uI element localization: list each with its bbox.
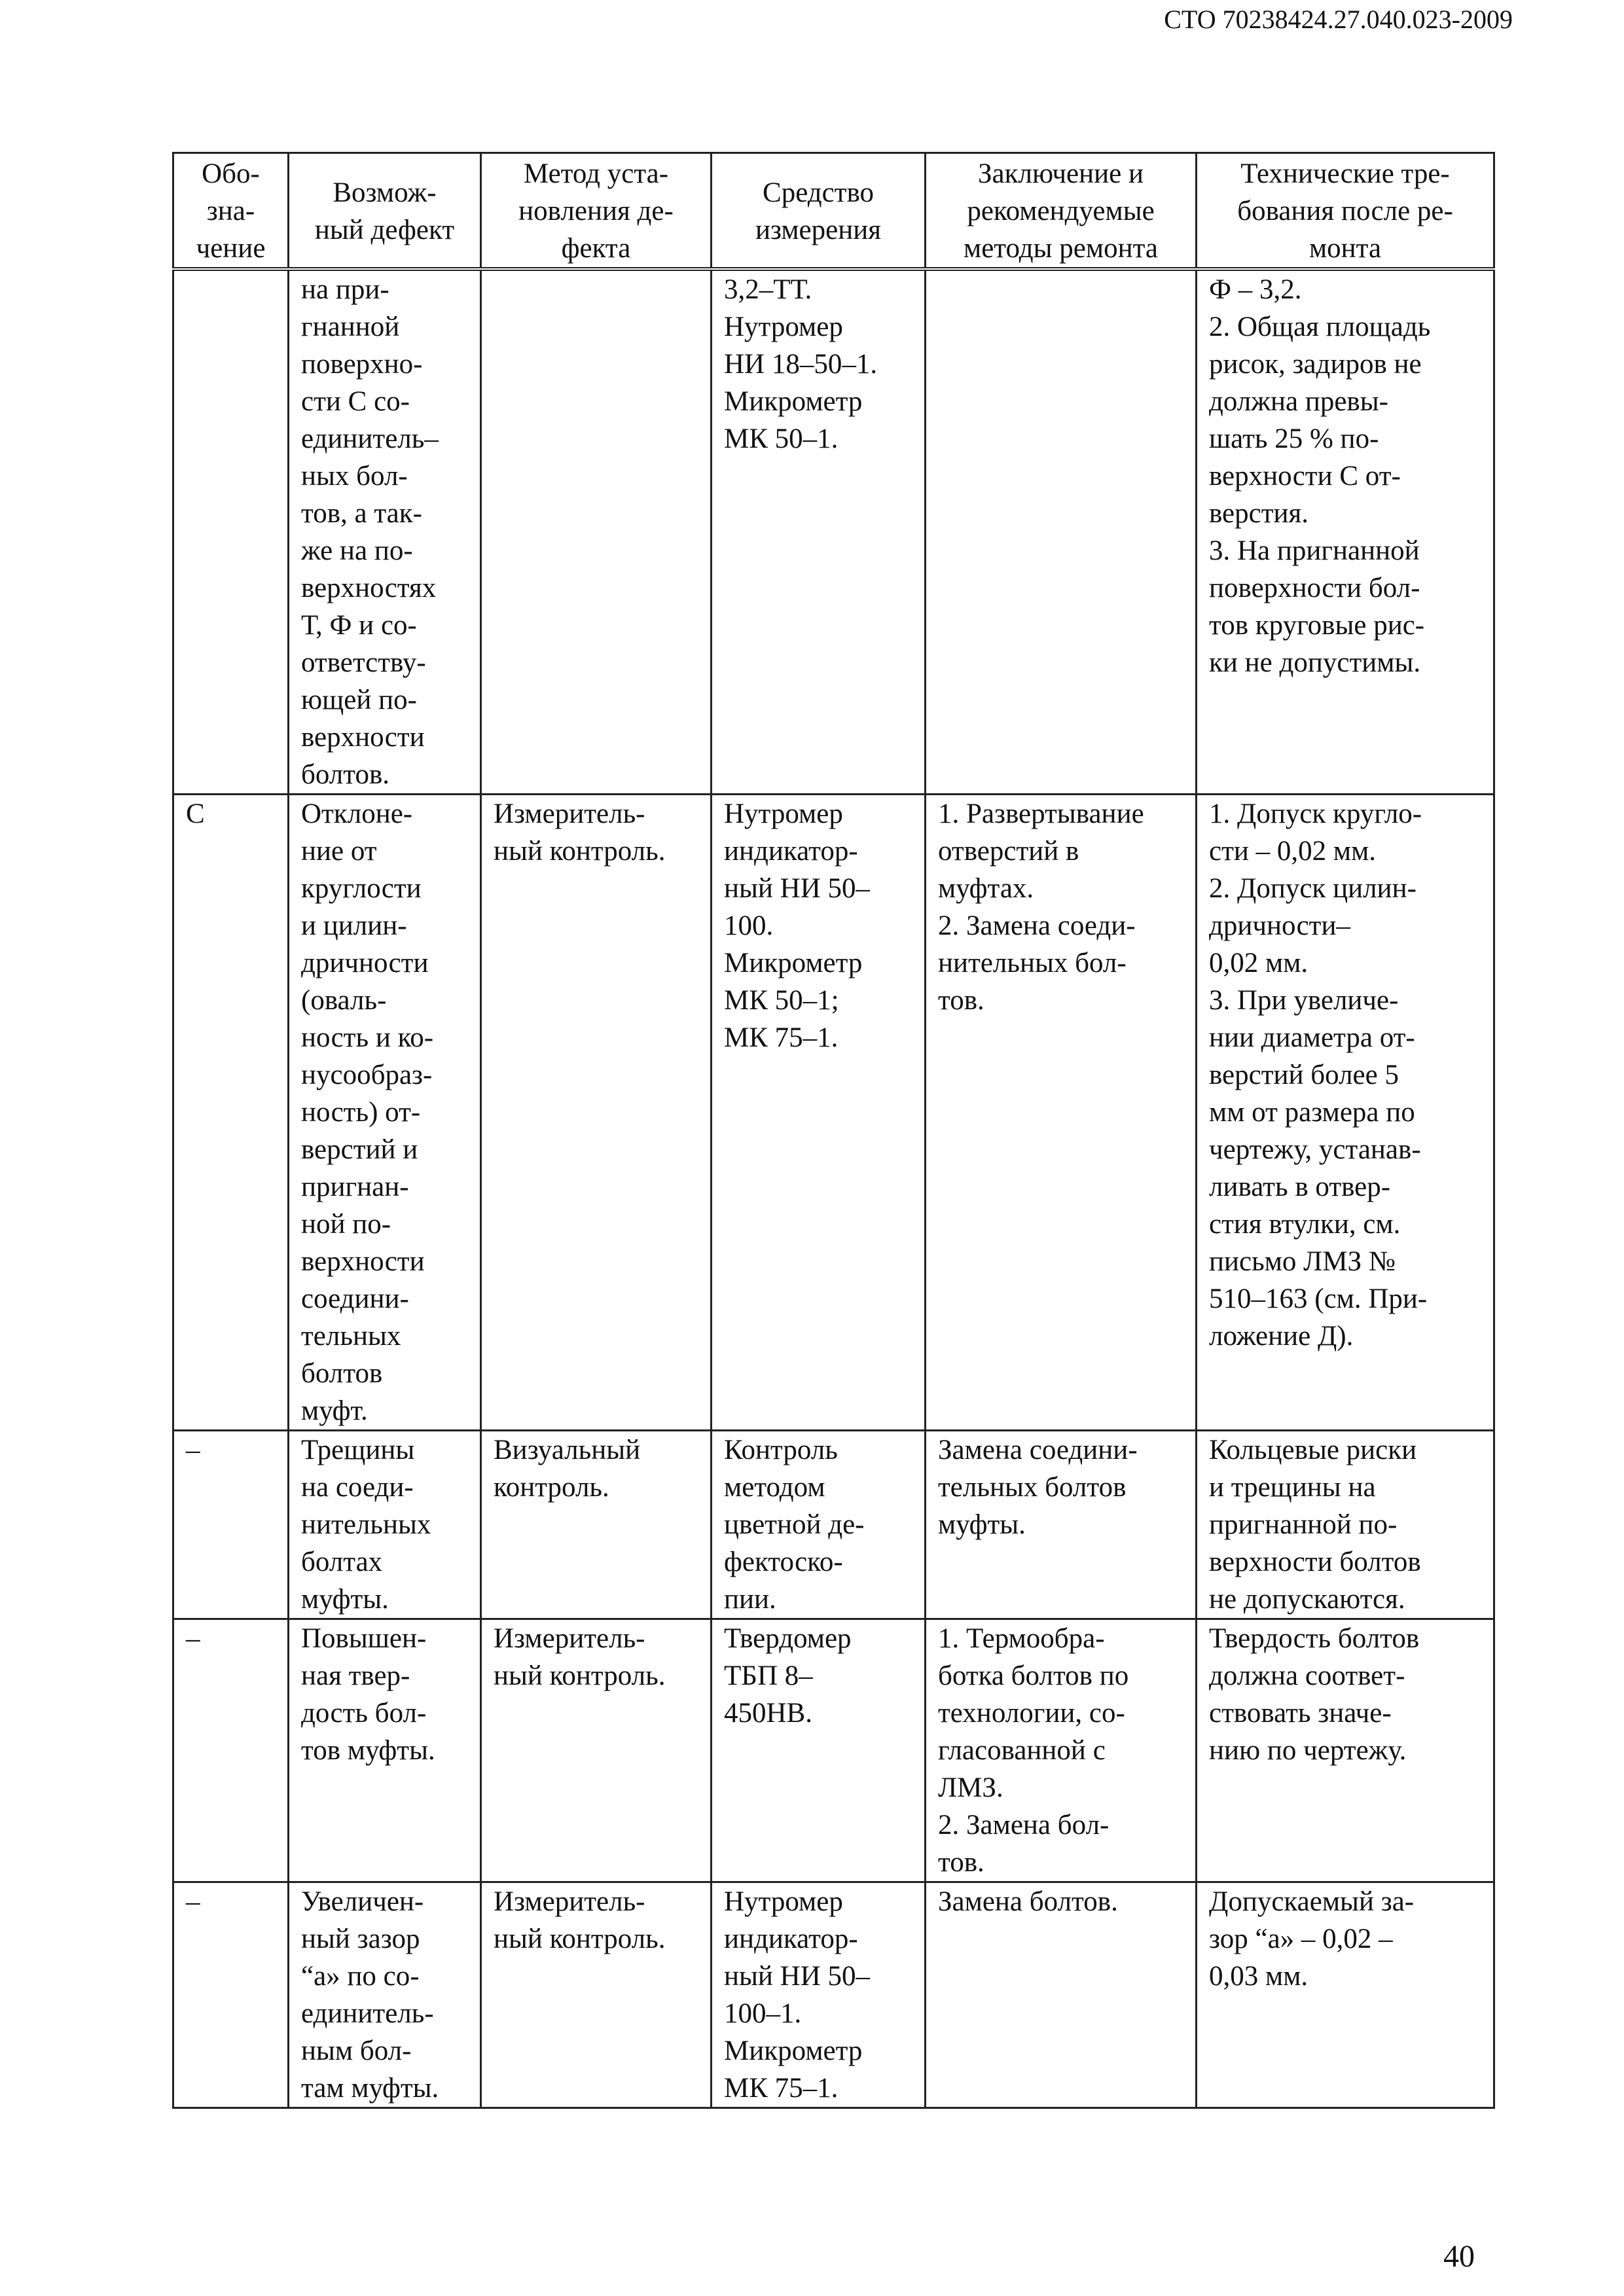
cell-text-line: гнанной (301, 312, 400, 342)
cell-instrument (712, 1431, 926, 1619)
cell-text-line: Нутромер (724, 798, 843, 829)
cell-text-line: 2. Общая площадь (1209, 312, 1431, 342)
cell-text-line: ный НИ 50– (724, 873, 871, 904)
cell-defect (289, 1431, 481, 1619)
cell-method (481, 1882, 712, 2108)
cell-text-line: Контроль (724, 1435, 838, 1465)
cell-defect (289, 795, 481, 1431)
cell-requirements (1197, 1431, 1494, 1619)
cell-text-line: 1. Термообра- (938, 1623, 1105, 1654)
cell-text-line: фектоско- (724, 1547, 843, 1577)
cell-text-line: ных бол- (301, 461, 408, 492)
cell-text-line: тов. (938, 985, 984, 1016)
cell-text-line: (оваль- (301, 985, 387, 1016)
cell-text-line: гласованной с (938, 1735, 1106, 1766)
cell-text-line: нии диаметра от- (1209, 1022, 1415, 1053)
cell-text-line: ный НИ 50– (724, 1961, 871, 1992)
cell-text-line: ный контроль. (494, 1660, 666, 1691)
cell-text-line: верхности С от- (1209, 461, 1401, 492)
cell-text-line: ной по- (301, 1209, 391, 1240)
cell-text-line: ливать в отвер- (1209, 1172, 1391, 1202)
cell-text-line: Средство (763, 177, 874, 208)
cell-method (481, 795, 712, 1431)
cell-text-line: пии. (724, 1584, 776, 1615)
cell-text-line: чение (196, 233, 266, 264)
cell-text-line: Замена соедини- (938, 1435, 1138, 1465)
cell-text-line: бования после ре- (1237, 196, 1453, 226)
header-designation (173, 153, 289, 270)
header-requirements (1197, 153, 1494, 270)
cell-text-line: – (186, 1886, 200, 1917)
cell-text-line: ющей по- (301, 685, 417, 715)
cell-text-line: дричности– (1209, 910, 1350, 941)
cell-defect (289, 269, 481, 795)
cell-text-line: Нутромер (724, 312, 843, 342)
cell-text-line: Микрометр (724, 948, 863, 978)
cell-text-line: ТБП 8– (724, 1660, 813, 1691)
cell-text-line: ЛМЗ. (938, 1772, 1003, 1803)
cell-text-line: чертежу, устанав- (1209, 1134, 1421, 1165)
cell-text-line: соедини- (301, 1283, 409, 1314)
cell-text-line: Возмож- (333, 177, 437, 208)
table-row (173, 795, 1494, 1431)
cell-text-line: пригнан- (301, 1172, 409, 1202)
cell-text-line: НИ 18–50–1. (724, 349, 878, 380)
cell-defect (289, 1619, 481, 1882)
header-method (481, 153, 712, 270)
cell-text-line: тов, а так- (301, 498, 422, 529)
table-row (173, 1431, 1494, 1619)
cell-text-line: монта (1308, 233, 1382, 264)
cell-designation (173, 1431, 289, 1619)
cell-text-line: на соеди- (301, 1472, 414, 1503)
cell-text-line: 450НВ. (724, 1698, 812, 1729)
cell-instrument (712, 1619, 926, 1882)
cell-text-line: ный контроль. (494, 836, 666, 867)
document-code: СТО 70238424.27.040.023-2009 (1164, 5, 1513, 34)
cell-instrument (712, 795, 926, 1431)
cell-text-line: верхности (301, 722, 425, 753)
cell-text-line: сти С со- (301, 386, 410, 417)
cell-text-line: 3,2–ТТ. (724, 274, 812, 305)
cell-text-line: муфты. (938, 1509, 1026, 1540)
cell-text-line: индикатор- (724, 1924, 858, 1954)
cell-text-line: Визуальный (494, 1435, 641, 1465)
cell-text-line: 2. Замена бол- (938, 1810, 1110, 1840)
cell-text-line: индикатор- (724, 836, 858, 867)
cell-text-line: ствовать значе- (1209, 1698, 1392, 1729)
cell-text-line: тов муфты. (301, 1735, 435, 1766)
cell-designation (173, 269, 289, 795)
cell-text-line: 1. Развертывание (938, 798, 1144, 829)
cell-text-line: – (186, 1435, 200, 1465)
cell-text-line: МК 75–1. (724, 1022, 839, 1053)
cell-text-line: и трещины на (1209, 1472, 1376, 1503)
cell-text-line: на при- (301, 274, 389, 305)
cell-requirements (1197, 795, 1494, 1431)
cell-text-line: 0,02 мм. (1209, 948, 1308, 978)
cell-text-line: болтов. (301, 759, 390, 790)
cell-text-line: рисок, задиров не (1209, 349, 1422, 380)
cell-text-line: 1. Допуск кругло- (1209, 798, 1422, 829)
cell-text-line: ным бол- (301, 2036, 412, 2066)
cell-text-line: верстий более 5 (1209, 1060, 1399, 1090)
cell-text-line: верхности болтов (1209, 1547, 1421, 1577)
cell-text-line: Технические тре- (1240, 158, 1450, 189)
cell-instrument (712, 1882, 926, 2108)
cell-text-line: муфтах. (938, 873, 1034, 904)
cell-text-line: болтов (301, 1358, 383, 1389)
cell-text-line: ная твер- (301, 1660, 410, 1691)
cell-text-line: зна- (206, 196, 255, 226)
cell-text-line: болтах (301, 1547, 383, 1577)
cell-text-line: Ф – 3,2. (1209, 274, 1302, 305)
cell-conclusion (926, 1619, 1197, 1882)
cell-text-line: нию по чертежу. (1209, 1735, 1407, 1766)
cell-text-line: методы ремонта (963, 233, 1158, 264)
cell-text-line: сти – 0,02 мм. (1209, 836, 1377, 867)
cell-text-line: Обо- (202, 158, 260, 189)
cell-text-line: тов. (938, 1847, 984, 1878)
cell-text-line: не допускаются. (1209, 1584, 1405, 1615)
cell-text-line: шать 25 % по- (1209, 423, 1379, 454)
cell-conclusion (926, 269, 1197, 795)
cell-text-line: верхностях (301, 573, 437, 603)
cell-text-line: пригнанной по- (1209, 1509, 1398, 1540)
cell-text-line: же на по- (301, 535, 413, 566)
cell-text-line: цветной де- (724, 1509, 865, 1540)
cell-text-line: нусообраз- (301, 1060, 433, 1090)
cell-text-line: верстия. (1209, 498, 1309, 529)
cell-text-line: тов круговые рис- (1209, 610, 1425, 641)
cell-text-line: Увеличен- (301, 1886, 424, 1917)
cell-text-line: Отклоне- (301, 798, 413, 829)
cell-text-line: верстий и (301, 1134, 418, 1165)
cell-text-line: Повышен- (301, 1623, 427, 1654)
cell-text-line: нительных бол- (938, 948, 1127, 978)
cell-text-line: стия втулки, см. (1209, 1209, 1401, 1240)
cell-text-line: Метод уста- (523, 158, 669, 189)
cell-text-line: ный контроль. (494, 1924, 666, 1954)
cell-text-line: МК 50–1. (724, 423, 839, 454)
cell-text-line: ность) от- (301, 1097, 421, 1128)
cell-text-line: верхности (301, 1246, 425, 1277)
cell-method (481, 1431, 712, 1619)
cell-text-line: поверхно- (301, 349, 423, 380)
cell-text-line: Микрометр (724, 2036, 863, 2066)
cell-text-line: ответству- (301, 647, 426, 678)
cell-text-line: Твердомер (724, 1623, 852, 1654)
cell-text-line: тельных (301, 1321, 401, 1352)
cell-text-line: Кольцевые риски (1209, 1435, 1417, 1465)
cell-text-line: новления де- (518, 196, 674, 226)
cell-text-line: муфты. (301, 1584, 389, 1615)
cell-text-line: Нутромер (724, 1886, 843, 1917)
cell-text-line: единитель- (301, 1998, 434, 2029)
cell-text-line: муфт. (301, 1395, 368, 1426)
cell-text-line: Твердость болтов (1209, 1623, 1420, 1654)
cell-text-line: мм от размера по (1209, 1097, 1415, 1128)
cell-text-line: должна превы- (1209, 386, 1388, 417)
cell-text-line: 0,03 мм. (1209, 1961, 1308, 1992)
cell-text-line: контроль. (494, 1472, 609, 1503)
header-instrument (712, 153, 926, 270)
cell-text-line: Трещины (301, 1435, 415, 1465)
defects-table (172, 152, 1495, 2109)
cell-text-line: круглости (301, 873, 422, 904)
cell-text-line: поверхности бол- (1209, 573, 1420, 603)
cell-text-line: ложение Д). (1209, 1321, 1354, 1352)
cell-designation (173, 795, 289, 1431)
cell-text-line: и цилин- (301, 910, 407, 941)
cell-text-line: дость бол- (301, 1698, 427, 1729)
cell-text-line: там муфты. (301, 2073, 439, 2104)
cell-conclusion (926, 1882, 1197, 2108)
cell-text-line: МК 75–1. (724, 2073, 839, 2104)
cell-requirements (1197, 269, 1494, 795)
cell-method (481, 269, 712, 795)
cell-text-line: фекта (561, 233, 631, 264)
cell-text-line: С (186, 798, 205, 829)
cell-text-line: Допускаемый за- (1209, 1886, 1415, 1917)
table-header-row (173, 153, 1494, 270)
cell-text-line: ки не допустимы. (1209, 647, 1421, 678)
page-number: 40 (1443, 2239, 1475, 2274)
cell-text-line: отверстий в (938, 836, 1079, 867)
cell-text-line: 3. На пригнанной (1209, 535, 1420, 566)
table-row (173, 1619, 1494, 1882)
cell-requirements (1197, 1882, 1494, 2108)
cell-defect (289, 1882, 481, 2108)
cell-text-line: должна соответ- (1209, 1660, 1405, 1691)
cell-text-line: – (186, 1623, 200, 1654)
cell-text-line: 100–1. (724, 1998, 802, 2029)
cell-text-line: письмо ЛМЗ № (1209, 1246, 1396, 1277)
cell-text-line: рекомендуемые (967, 196, 1155, 226)
cell-text-line: Замена болтов. (938, 1886, 1118, 1917)
cell-instrument (712, 269, 926, 795)
cell-text-line: методом (724, 1472, 825, 1503)
cell-text-line: нительных (301, 1509, 431, 1540)
cell-method (481, 1619, 712, 1882)
cell-text-line: 3. При увеличе- (1209, 985, 1399, 1016)
cell-conclusion (926, 795, 1197, 1431)
cell-text-line: Измеритель- (494, 1623, 645, 1654)
table-row (173, 1882, 1494, 2108)
cell-text-line: ние от (301, 836, 377, 867)
table-row (173, 269, 1494, 795)
cell-text-line: дричности (301, 948, 429, 978)
cell-text-line: зор “а» – 0,02 – (1209, 1924, 1393, 1954)
cell-text-line: тельных болтов (938, 1472, 1127, 1503)
cell-text-line: ный дефект (314, 214, 455, 245)
cell-text-line: 100. (724, 910, 774, 941)
header-conclusion (926, 153, 1197, 270)
cell-text-line: технологии, со- (938, 1698, 1125, 1729)
cell-text-line: 2. Допуск цилин- (1209, 873, 1416, 904)
cell-text-line: МК 50–1; (724, 985, 839, 1016)
cell-text-line: Измеритель- (494, 798, 645, 829)
cell-text-line: Микрометр (724, 386, 863, 417)
cell-designation (173, 1882, 289, 2108)
header-defect (289, 153, 481, 270)
cell-text-line: ный зазор (301, 1924, 420, 1954)
cell-conclusion (926, 1431, 1197, 1619)
cell-text-line: Измеритель- (494, 1886, 645, 1917)
cell-requirements (1197, 1619, 1494, 1882)
cell-text-line: измерения (755, 214, 882, 245)
cell-designation (173, 1619, 289, 1882)
cell-text-line: Заключение и (977, 158, 1144, 189)
cell-text-line: Т, Ф и со- (301, 610, 417, 641)
cell-text-line: единитель– (301, 423, 439, 454)
cell-text-line: ность и ко- (301, 1022, 434, 1053)
cell-text-line: “а» по со- (301, 1961, 420, 1992)
cell-text-line: 2. Замена соеди- (938, 910, 1136, 941)
cell-text-line: 510–163 (см. При- (1209, 1283, 1428, 1314)
cell-text-line: ботка болтов по (938, 1660, 1129, 1691)
